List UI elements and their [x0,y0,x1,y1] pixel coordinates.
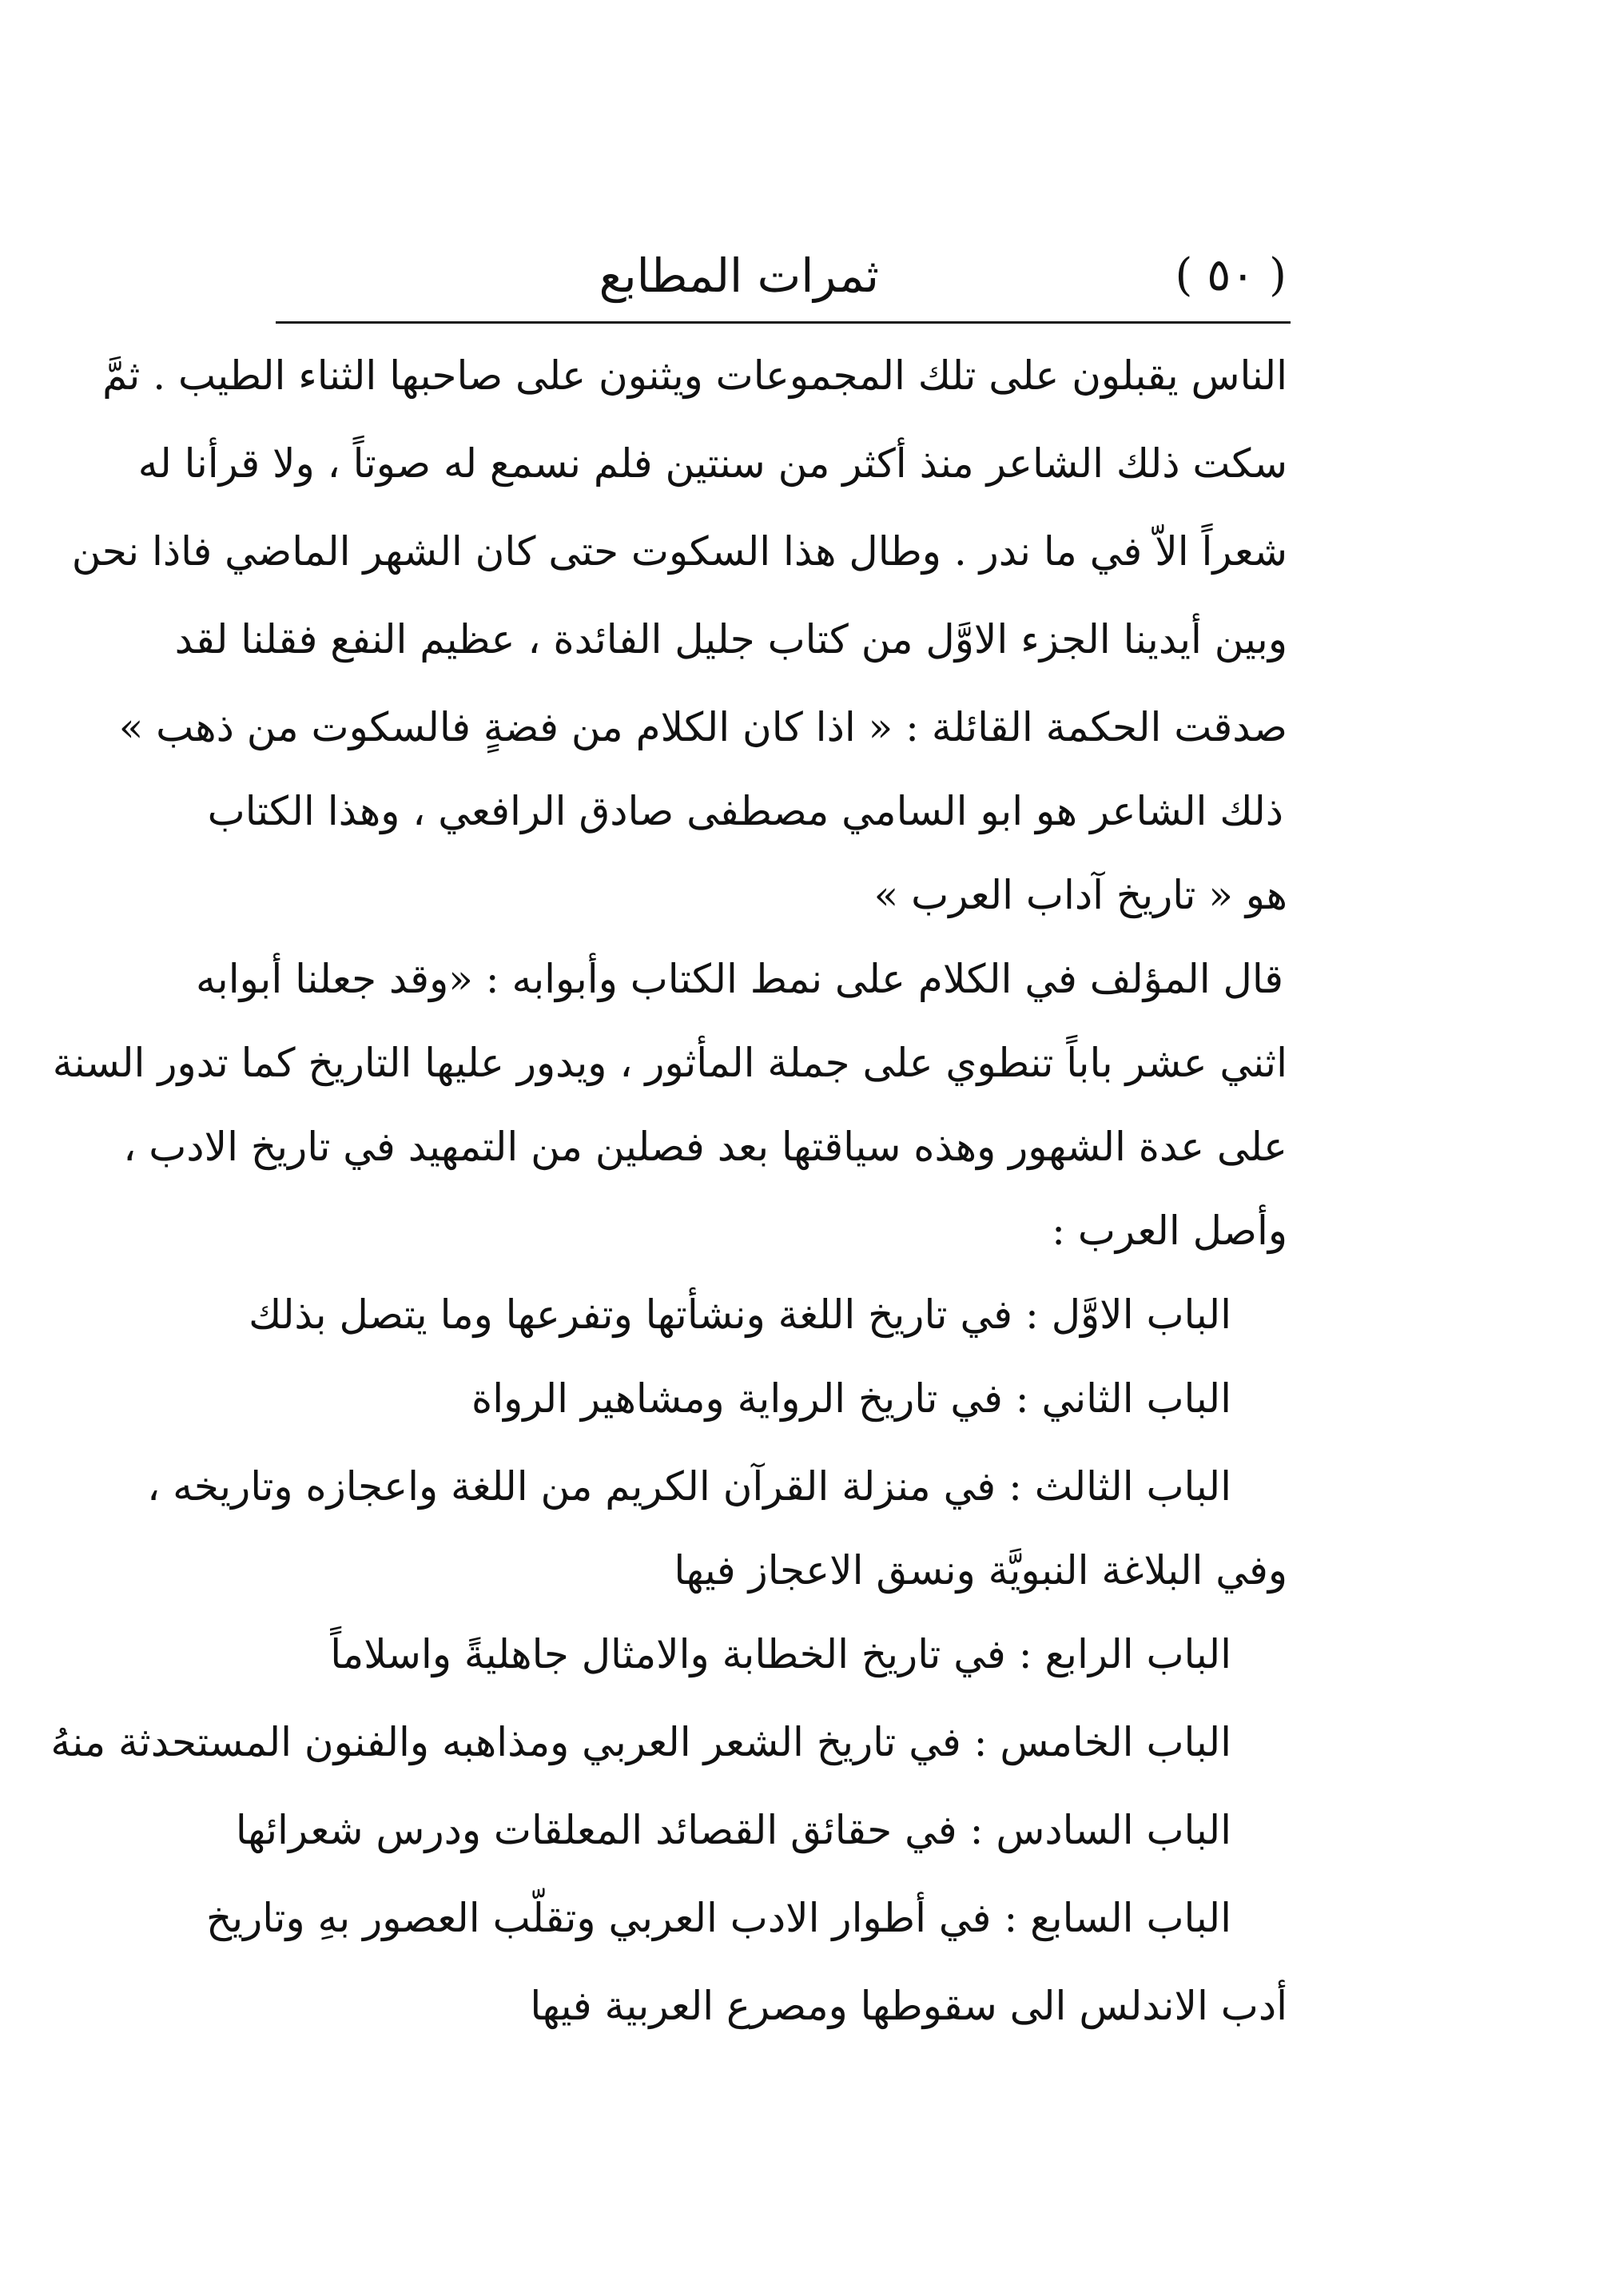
text-line: قال المؤلف في الكلام على نمط الكتاب وأبوابه : «وقد جعلنا أبوابه [195,956,1283,1002]
text-line: اثني عشر باباً تنطوي على جملة المأثور ، ويدور عليها التاريخ كما تدور السنة [52,1040,1287,1086]
page-number: ( ٥٠ ) [1175,249,1287,301]
text-line: وفي البلاغة النبويَّة ونسق الاعجاز فيها [674,1547,1287,1594]
text-line: وبين أيدينا الجزء الاوَّل من كتاب جليل الفائدة ، عظيم النفع فقلنا لقد [174,616,1287,663]
text-line: الباب الثالث : في منزلة القرآن الكريم من اللغة واعجازه وتاريخه ، [147,1463,1231,1510]
text-line: الناس يقبلون على تلك المجموعات ويثنون على صاحبها الثناء الطيب . ثمَّ [102,352,1287,399]
running-title: ثمرات المطابع [599,249,879,303]
text-line: الباب السابع : في أطوار الادب العربي وتقلّب العصور بهِ وتاريخ [205,1895,1231,1941]
text-line: ذلك الشاعر هو ابو السامي مصطفى صادق الرافعي ، وهذا الكتاب [207,788,1283,834]
text-line: سكت ذلك الشاعر منذ أكثر من سنتين فلم نسمع له صوتاً ، ولا قرأنا له [137,440,1287,487]
text-line: شعراً الاّ في ما ندر . وطال هذا السكوت حتى كان الشهر الماضي فاذا نحن [71,528,1287,575]
header-rule [276,321,1291,324]
text-line: الباب الرابع : في تاريخ الخطابة والامثال جاهليةً واسلاماً [330,1631,1231,1677]
text-line: الباب الخامس : في تاريخ الشعر العربي ومذاهبه والفنون المستحدثة منهُ [50,1719,1231,1765]
text-line: أدب الاندلس الى سقوطها ومصرع العربية فيها [530,1983,1287,2029]
running-head [272,240,1287,312]
text-line: على عدة الشهور وهذه سياقتها بعد فصلين من التمهيد في تاريخ الادب ، [123,1124,1287,1170]
text-line: صدقت الحكمة القائلة : « اذا كان الكلام من فضةٍ فالسكوت من ذهب » [118,704,1287,750]
text-line: الباب الاوَّل : في تاريخ اللغة ونشأتها وتفرعها وما يتصل بذلك [249,1291,1231,1338]
text-line: الباب الثاني : في تاريخ الرواية ومشاهير الرواة [471,1375,1231,1422]
text-line: وأصل العرب : [1052,1208,1287,1254]
text-line: الباب السادس : في حقائق القصائد المعلقات ودرس شعرائها [235,1807,1231,1853]
text-line: هو « تاريخ آداب العرب » [873,872,1287,918]
